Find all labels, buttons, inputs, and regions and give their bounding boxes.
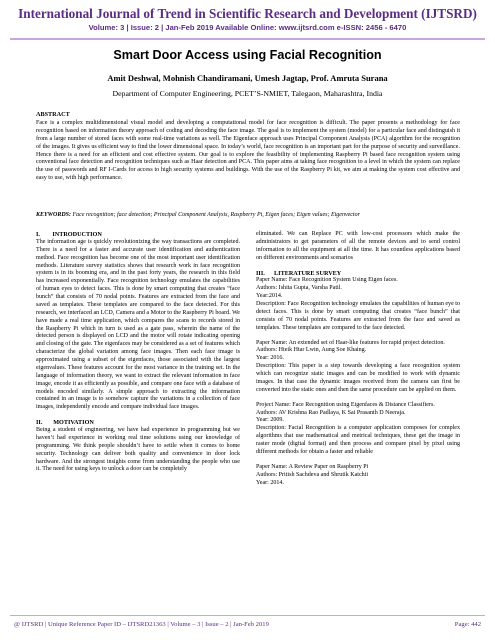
survey-entry xyxy=(256,340,460,395)
survey-paper-name: Paper Name: Face Recognition System Using Eigen faces. xyxy=(256,277,398,284)
survey-paper-name: Paper Name: An extended set of Haar-like features for rapid project detection. xyxy=(256,339,445,346)
page-footer xyxy=(14,621,481,628)
survey-year: Year: 2009. xyxy=(256,417,284,424)
survey-entry xyxy=(256,277,460,332)
journal-header xyxy=(0,0,495,40)
survey-year: Year: 2016. xyxy=(256,355,284,362)
survey-description: Description: Face Recognition technology emulates the capabilities of human eye to detect faces. This is done by smart computing that creates “face bunch” that consists of 70 nodal points. Features are extracted from the face and saved as templates. These templates are compared to the face detected. xyxy=(256,301,460,331)
keywords-text: Face recognition; face detection; Principal Component Analysis, Raspberry Pi, Eigen faces; Eigen values; Eigenvector xyxy=(71,212,360,218)
paper-title: Smart Door Access using Facial Recognition xyxy=(113,48,382,62)
introduction-continued: eliminated. We can Replace PC with low-cost processors which make the administrators to get parameters of all the remote devices and to send control information to all the equipment at all the time. It has countless applications based on different environments and scenarios xyxy=(256,231,460,261)
abstract xyxy=(36,111,460,183)
abstract-text: Face is a complex multidimensional visual model and developing a computational model for face recognition is difficult. The paper presents a methodology for face recognition based on information theory approach of coding and decoding the face image. The goal is to implement the system (model) for a particular face and distinguish it from a large number of stored faces with some real-time variations as well. The Eigenface approach uses Principal Component Analysis (PCA) algorithm for the recognition of the images. It gives us efficient way to find the lower dimensional space. In today’s world, face recognition is an important part for the purpose of security and surveillance. Hence there is a need for an efficient and cost effective system. Our goal is to explore the feasibility of implementing Raspberry Pi based face recognition system using conventional face detection and recognition techniques such as Haar detection and PCA. This paper aims at taking face recognition to a level in which the system can replace the use of passwords and RF I-Cards for access to high security systems and buildings. With the use of the Raspberry Pi kit, we aim at making the system cost effective and easy to use, with high performance. xyxy=(36,119,460,182)
page-number: Page: 442 xyxy=(454,621,481,628)
footer-reference: @ IJTSRD | Unique Reference Paper ID – IJTSRD21363 | Volume – 3 | Issue – 2 | Jan-Feb 2019 xyxy=(14,621,269,628)
survey-entry xyxy=(256,402,460,457)
survey-year: Year: 2014. xyxy=(256,479,284,486)
survey-paper-name: Paper Name: A Review Paper on Raspberry Pi xyxy=(256,463,369,470)
journal-title: International Journal of Trend in Scientific Research and Development (IJTSRD) xyxy=(18,6,477,21)
survey-description: Description: This paper is a step towards developing a face recognition system which can recognize static images and can be modified to work with dynamic images. In that case the dynamic images received from the camera can first be converted into the static ones and then the same procedure can be applied on them. xyxy=(256,363,460,393)
keywords-label: KEYWORDS: xyxy=(36,212,72,218)
survey-authors: Authors: AV Krishna Rao Padlaya, K Sai Prasanth D Neeraja. xyxy=(256,409,406,416)
paper-authors: Amit Deshwal, Mohnish Chandiramani, Umesh Jagtap, Prof. Amruta Surana xyxy=(107,73,388,83)
literature-survey-heading: III. LITERATURE SURVEY xyxy=(256,269,342,277)
introduction-heading: I. INTRODUCTION xyxy=(36,231,102,238)
journal-subtitle: Volume: 3 | Issue: 2 | Jan-Feb 2019 Available Online: www.ijtsrd.com e-ISSN: 2456 - 6470 xyxy=(88,23,407,32)
motivation-text: Being a student of engineering, we have had experience in programming but we haven’t had experience in working real time solutions using our knowledge of programming. We think people shouldn’t have to settle when it comes to home security. Technology can deliver both quality and convenience in door lock hardware. And the strongest insights come from understanding the people who use it. The need for using keys to unlock a door can be completely xyxy=(36,427,240,473)
abstract-heading: ABSTRACT xyxy=(36,111,70,118)
introduction-text: The information age is quickly revolutionizing the way transactions are completed. There is a need for a faster and accurate user identification and authentication method. Face recognition has become one of the most important user identification methods. Literature survey statistics shows that research work in face recognition system is in its booming era, and in the past forty years, the research in this field has increased exponentially. Face recognition technology emulates the capabilities of human eyes to detect faces. This is done by smart computing that creates “face bunch” that consists of 70 nodal points. Features are extracted from the face and saved as templates. These templates are compared to the face detected. For this research, we interfaced an LCD, Camera and a Motor to the Raspberry Pi board. We have made a real time application, which compares the scans to records stored in the Raspberry Pi which in turn is used as a gate pass, wherein the name of the detected person is displayed on LCD and the motor will rotate indicating opening and closing of the gate. The eigenfaces may be considered as a set of features which characterize the global variation among face images. Then each face image is approximated using a subset of the eigenfaces, those associated with the largest eigenvalues. These features account for the most variance in the training set. In the language of information theory, we want to extract the relevant information in face image, encode it as efficiently as possible, and compare one face with a database of models encoded similarly. A simple approach to extracting the information contained in an image is to somehow capture the variations in a collection of face images, independently encode and compare individual face images. xyxy=(36,238,240,411)
paper-affiliation: Department of Computer Engineering, PCET’S-NMIET, Talegaon, Maharashtra, India xyxy=(112,89,383,98)
survey-entry xyxy=(256,464,460,488)
survey-authors: Authors: Pritish Sachdeva and Shrutik Katchii xyxy=(256,471,369,478)
left-column xyxy=(36,231,240,474)
header-divider xyxy=(10,38,485,40)
motivation-heading: II. MOTIVATION xyxy=(36,419,94,427)
survey-description: Description: Facial Recognition is a computer application composes for complex algorithms that use mathematical and metrical techniques, these get the image in raster mode (digital format) and then process and compare pixel by pixel using different methods for obtain a faster and reliable xyxy=(256,425,460,455)
footer-divider xyxy=(10,615,485,616)
survey-authors: Authors: Hteik Htar Lwin, Aung Soe Khaing. xyxy=(256,347,367,354)
right-column xyxy=(256,231,460,487)
survey-paper-name: Project Name: Face Recognition using Eigenfaces & Distance Classifiers. xyxy=(256,401,435,408)
survey-year: Year:2014. xyxy=(256,293,283,300)
keywords xyxy=(36,212,460,218)
survey-authors: Authors: Ishita Gupta, Varsha Patil. xyxy=(256,285,342,292)
